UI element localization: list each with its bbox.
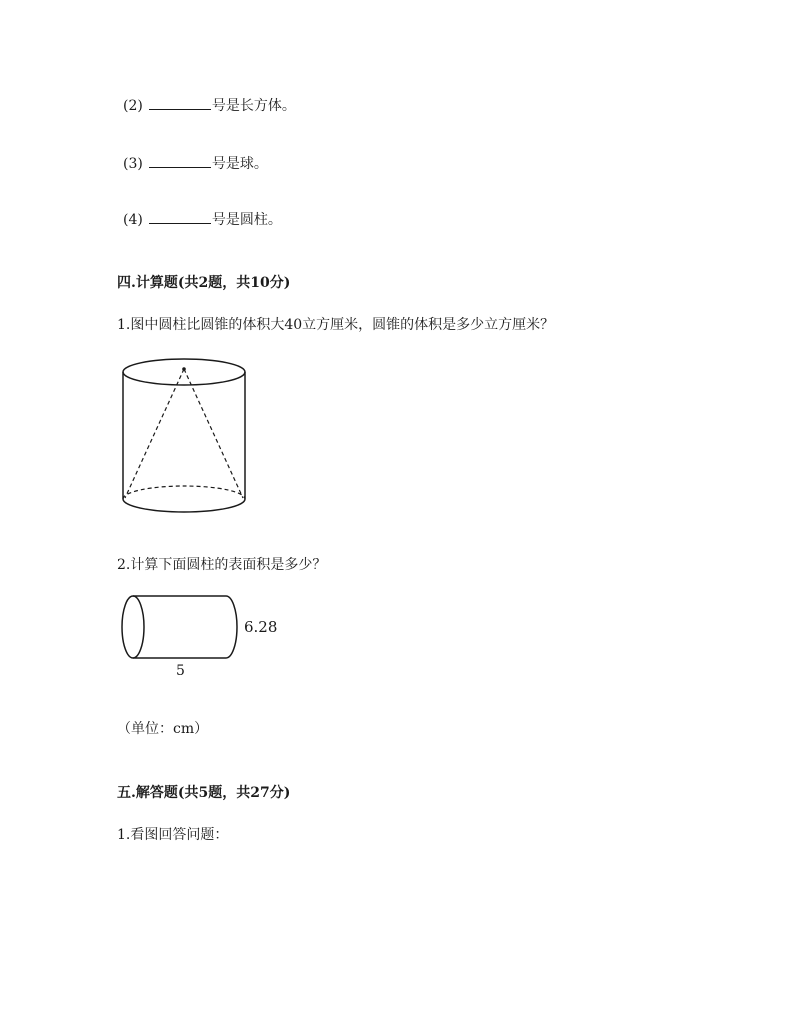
section-title-calculation: 四.计算题(共2题，共10分)	[117, 275, 291, 291]
fill-in-item-2	[123, 94, 296, 115]
item-text: 号是圆柱。	[211, 212, 282, 228]
item-number: (3)	[123, 156, 143, 172]
question-5-1: 1.看图回答问题：	[117, 827, 229, 843]
cylinder-length-label: 5	[176, 663, 185, 679]
question-4-1: 1.图中圆柱比圆锥的体积大40立方厘米，圆锥的体积是多少立方厘米？	[117, 317, 555, 333]
horizontal-cylinder-figure	[118, 594, 243, 664]
item-text: 号是球。	[211, 156, 268, 172]
fill-in-item-4	[123, 208, 282, 229]
answer-blank[interactable]	[149, 208, 211, 224]
unit-note: （单位：cm）	[117, 721, 209, 737]
cylinder-cone-figure	[115, 355, 255, 520]
section-title-answer: 五.解答题(共5题，共27分)	[117, 785, 291, 801]
item-text: 号是长方体。	[211, 98, 296, 114]
answer-blank[interactable]	[149, 94, 211, 110]
question-4-2: 2.计算下面圆柱的表面积是多少？	[117, 557, 327, 573]
answer-blank[interactable]	[149, 152, 211, 168]
item-number: (4)	[123, 212, 143, 228]
fill-in-item-3	[123, 152, 268, 173]
item-number: (2)	[123, 98, 143, 114]
cylinder-height-label: 6.28	[244, 618, 278, 636]
